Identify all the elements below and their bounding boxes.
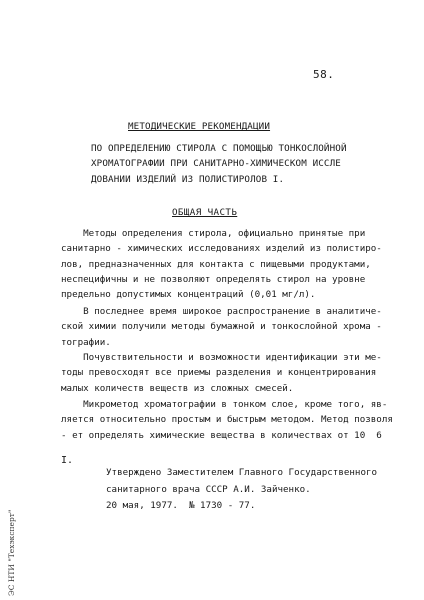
paragraph-2: В последнее время широкое распространение в аналитиче- ской химии получили методы бумажной и тонкослойной хрома - тографии. (61, 306, 382, 348)
footnote-text: Утверждено Заместителем Главного Государственного санитарного врача СССР А.И. Зайченко. 20 мая, 1977. № 1730 - 77. (106, 467, 378, 512)
paragraph-4: Микрометод хроматографии в тонком слое, кроме того, яв- ляется относительно простым и быстрым методом. Метод позволя - ет определять химические вещества в количествах от 10 6 (61, 399, 393, 441)
footnote-mark: I. (61, 455, 74, 466)
section-title: ОБЩАЯ ЧАСТЬ (172, 207, 238, 218)
side-stamp: ЭС НТИ "Техэксперт" (7, 509, 16, 596)
paragraph-1: Методы определения стирола, официально принятые при санитарно - химических исследованиях изделий из полистиро- лов, предназначенных для контакта с пищевыми продуктами, неспецифичны и не позволяют определять стирол на уровне предельно допустимых концентраций (0,01 мг/л). (61, 228, 382, 301)
document-subtitle-line-1: ПО ОПРЕДЕЛЕНИЮ СТИРОЛА С ПОМОЩЬЮ ТОНКОСЛОЙНОЙ (91, 143, 347, 154)
paragraph-3: Почувствительности и возможности идентификации эти ме- тоды превосходят все приемы разделения и концентрирования малых количеств веществ из сложных смесей. (61, 352, 382, 394)
page-number: 58. (313, 68, 335, 81)
document-title: МЕТОДИЧЕСКИЕ РЕКОМЕНДАЦИИ (128, 121, 271, 132)
document-subtitle-line-3: ДОВАНИИ ИЗДЕЛИЙ ИЗ ПОЛИСТИРОЛОВ I. (91, 174, 285, 185)
document-subtitle-line-2: ХРОМАТОГРАФИИ ПРИ САНИТАРНО-ХИМИЧЕСКОМ ИССЛЕ (91, 158, 341, 169)
